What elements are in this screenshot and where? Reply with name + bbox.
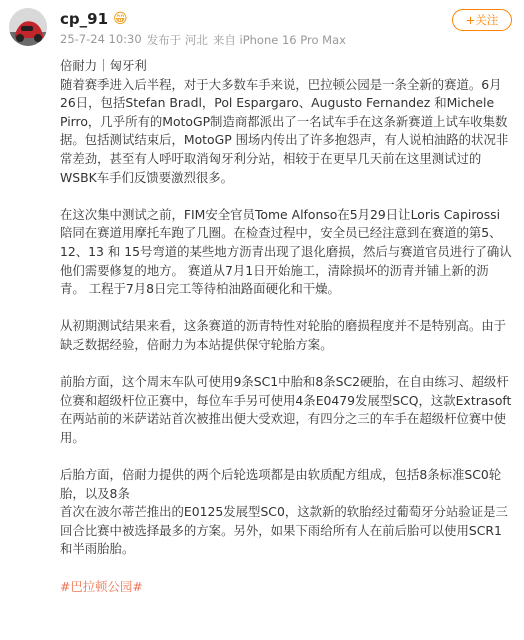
paragraph-gap <box>60 355 512 374</box>
paragraph-gap <box>60 187 512 206</box>
user-badge-icon: 😁 <box>113 11 128 27</box>
post-paragraph-5: 后胎方面，倍耐力提供的两个后轮选项都是由软质配方组成，包括8条标准SC0轮胎，以及8条 首次在波尔蒂芒推出的E0125发展型SC0，这款新的软胎经过葡萄牙分站验证是三回合比赛中被选择最多的方案。另外，如果下雨给所有人在前后胎可以使用SCR1和半雨胎胎。 <box>60 467 508 557</box>
post-content <box>60 57 512 596</box>
avatar-image-icon <box>9 8 47 46</box>
hashtag-link[interactable]: #巴拉顿公园# <box>60 578 143 594</box>
post-paragraph-1: 随着赛季进入后半程，对于大多数车手来说，巴拉顿公园是一条全新的赛道。6月26日，包括Stefan Bradl，Pol Espargaro、Augusto Fernandez 和Michele Pirro，几乎所有的MotoGP制造商都派出了一名试车手在这条新赛道上试车收集数据。包括测试结束后，MotoGP 围场内传出了许多抱怨声，有人说柏油路的状况非常差劲，甚至有人呼吁取消匈牙利分站，相较于在更早几天前在这里测试过的WSBK车手们反馈要激烈很多。 <box>60 76 509 185</box>
post-header <box>0 0 524 56</box>
avatar[interactable] <box>9 8 47 46</box>
post-device: 来自 iPhone 16 Pro Max <box>212 33 346 47</box>
follow-button[interactable] <box>452 9 512 31</box>
paragraph-gap <box>60 559 512 578</box>
post-paragraph-4: 前胎方面，这个周末车队可使用9条SC1中胎和8条SC2硬胎，在自由练习、超级杆位赛和超级杆位正赛中，每位车手另可使用4条E0479发展型SCQ，这款Extrasoft在两站前的米萨诺站首次被推出便大受欢迎，有四分之三的车手在超级杆位赛中使用。 <box>60 374 512 445</box>
paragraph-gap <box>60 299 512 318</box>
post-location: 发布于 河北 <box>146 33 208 47</box>
post-date: 25-7-24 10:30 <box>60 32 142 46</box>
post-paragraph-2: 在这次集中测试之前，FIM安全官员Tome Alfonso在5月29日让Loris Capirossi陪同在赛道用摩托车跑了几圈。在检查过程中，安全员已经注意到在赛道的第5、12、13 和 15号弯道的某些地方沥青出现了退化磨损，然后与赛道官员进行了确认他们需要修复的地方。 赛道从7月1日开始施工，清除损坏的沥青并铺上新的沥青。 工程于7月8日完工等待柏油路面硬化和干燥。 <box>60 206 512 297</box>
paragraph-gap <box>60 447 512 466</box>
post-paragraph-3: 从初期测试结果来看，这条赛道的沥青特性对轮胎的磨损程度并不是特别高。由于缺乏数据经验，倍耐力为本站提供保守轮胎方案。 <box>60 318 507 352</box>
post-title: 倍耐力｜匈牙利 <box>60 58 147 73</box>
username[interactable] <box>60 10 128 28</box>
follow-label: +关注 <box>465 13 499 27</box>
post-meta <box>60 32 346 48</box>
username-text: cp_91 <box>60 10 109 28</box>
